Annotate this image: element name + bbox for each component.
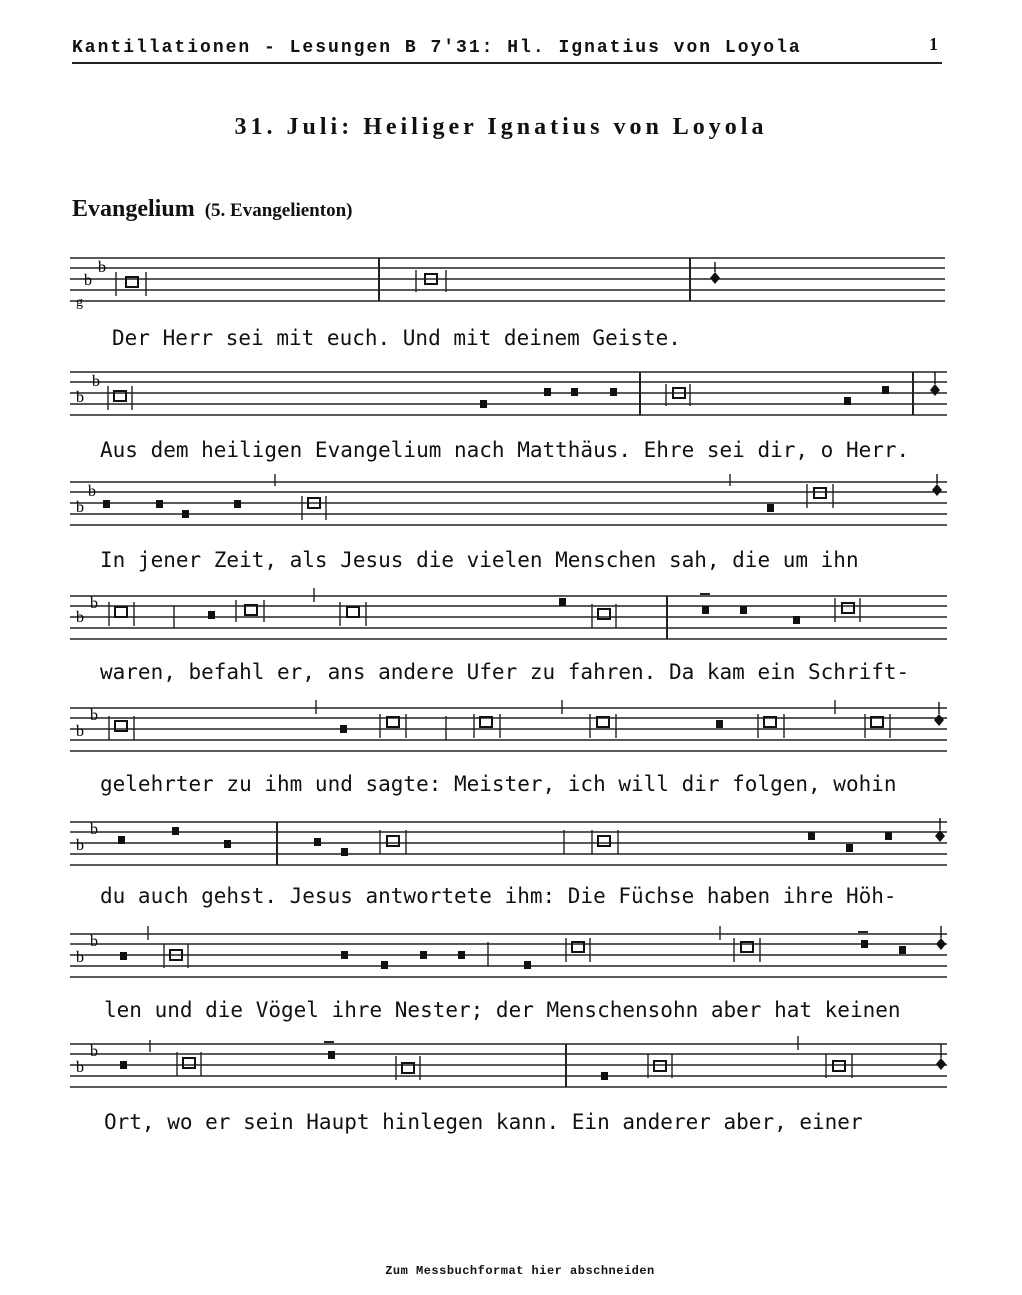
lyric-line-3: In jener Zeit, als Jesus die vielen Menschen sah, die um ihn bbox=[100, 548, 859, 572]
music-staff-1 bbox=[70, 250, 950, 320]
note-punctum bbox=[340, 725, 347, 733]
note-punctum bbox=[172, 827, 179, 835]
flat-sign: b bbox=[88, 483, 96, 500]
note-final bbox=[932, 484, 942, 496]
note-punctum bbox=[341, 951, 348, 959]
note-punctum bbox=[224, 840, 231, 848]
note-punctum bbox=[716, 720, 723, 728]
note-breve bbox=[814, 488, 826, 498]
section-title: Evangelium bbox=[72, 196, 195, 222]
page-title: 31. Juli: Heiliger Ignatius von Loyola bbox=[234, 114, 768, 140]
page-number: 1 bbox=[929, 34, 938, 54]
note-punctum bbox=[328, 1051, 335, 1059]
flat-sign: b bbox=[90, 933, 98, 950]
note-punctum bbox=[740, 606, 747, 614]
lyric-line-2: Aus dem heiligen Evangelium nach Matthäus. Ehre sei dir, o Herr. bbox=[100, 438, 910, 462]
note-punctum bbox=[610, 388, 617, 396]
note-punctum bbox=[120, 952, 127, 960]
note-breve bbox=[347, 607, 359, 617]
note-final bbox=[930, 384, 940, 396]
note-punctum bbox=[844, 397, 851, 405]
music-staff-6 bbox=[70, 814, 950, 884]
note-punctum bbox=[120, 1061, 127, 1069]
note-punctum bbox=[420, 951, 427, 959]
flat-sign: b bbox=[90, 707, 98, 724]
flat-sign: b bbox=[92, 373, 100, 390]
staff-4-notation bbox=[70, 588, 950, 658]
staff-3-notation bbox=[70, 474, 950, 544]
staff-8-notation bbox=[70, 1036, 950, 1106]
note-punctum bbox=[544, 388, 551, 396]
flat-sign: b bbox=[76, 1059, 84, 1076]
note-breve bbox=[833, 1061, 845, 1071]
lyric-line-6: du auch gehst. Jesus antwortete ihm: Die Füchse haben ihre Höh- bbox=[100, 884, 897, 908]
staff-2-notation bbox=[70, 364, 950, 434]
lyric-line-5: gelehrter zu ihm und sagte: Meister, ich will dir folgen, wohin bbox=[100, 772, 897, 796]
lyric-line-1: Der Herr sei mit euch. Und mit deinem Geiste. bbox=[112, 326, 681, 350]
note-punctum bbox=[885, 832, 892, 840]
flat-sign: b bbox=[90, 821, 98, 838]
note-breve bbox=[654, 1061, 666, 1071]
flat-sign: b bbox=[84, 272, 92, 289]
lyric-line-4: waren, befahl er, ans andere Ufer zu fahren. Da kam ein Schrift- bbox=[100, 660, 910, 684]
flat-sign: b bbox=[76, 499, 84, 516]
note-breve bbox=[387, 836, 399, 846]
flat-sign: b bbox=[76, 949, 84, 966]
note-punctum bbox=[882, 386, 889, 394]
music-staff-4 bbox=[70, 588, 950, 658]
lyric-line-8: Ort, wo er sein Haupt hinlegen kann. Ein anderer aber, einer bbox=[104, 1110, 863, 1134]
note-punctum bbox=[767, 504, 774, 512]
note-punctum bbox=[559, 598, 566, 606]
note-final bbox=[934, 714, 944, 726]
running-header bbox=[72, 34, 942, 64]
note-breve bbox=[183, 1058, 195, 1068]
note-punctum bbox=[314, 838, 321, 846]
note-punctum bbox=[458, 951, 465, 959]
note-punctum bbox=[793, 616, 800, 624]
note-final bbox=[710, 272, 720, 284]
note-punctum bbox=[381, 961, 388, 969]
flat-sign: b bbox=[76, 389, 84, 406]
note-breve bbox=[842, 603, 854, 613]
note-punctum bbox=[341, 848, 348, 856]
note-punctum bbox=[846, 844, 853, 852]
staff-7-notation bbox=[70, 926, 950, 996]
note-punctum bbox=[524, 961, 531, 969]
flat-sign: b bbox=[90, 1043, 98, 1060]
note-breve bbox=[115, 607, 127, 617]
flat-sign: b bbox=[76, 609, 84, 626]
music-staff-3 bbox=[70, 474, 950, 544]
note-final bbox=[936, 938, 946, 950]
note-punctum bbox=[156, 500, 163, 508]
header-title: Kantillationen - Lesungen B 7'31: Hl. Ignatius von Loyola bbox=[72, 38, 802, 58]
note-punctum bbox=[208, 611, 215, 619]
note-punctum bbox=[118, 836, 125, 844]
music-staff-5 bbox=[70, 700, 950, 770]
note-punctum bbox=[899, 946, 906, 954]
flat-sign: b bbox=[98, 259, 106, 276]
music-staff-2 bbox=[70, 364, 950, 434]
lyric-line-7: len und die Vögel ihre Nester; der Menschensohn aber hat keinen bbox=[104, 998, 901, 1022]
note-breve bbox=[598, 836, 610, 846]
note-punctum bbox=[182, 510, 189, 518]
footer-note: Zum Messbuchformat hier abschneiden bbox=[385, 1264, 655, 1278]
music-staff-8 bbox=[70, 1036, 950, 1106]
note-punctum bbox=[601, 1072, 608, 1080]
note-final bbox=[936, 1058, 946, 1070]
flat-sign: b bbox=[90, 595, 98, 612]
note-punctum bbox=[103, 500, 110, 508]
flat-sign: b bbox=[76, 723, 84, 740]
note-punctum bbox=[571, 388, 578, 396]
g-clef: g bbox=[76, 295, 83, 310]
staff-6-notation bbox=[70, 814, 950, 884]
flat-sign: b bbox=[76, 837, 84, 854]
note-punctum bbox=[480, 400, 487, 408]
staff-5-notation bbox=[70, 700, 950, 770]
music-staff-7 bbox=[70, 926, 950, 996]
note-punctum bbox=[861, 940, 868, 948]
section-subtitle: (5. Evangelienton) bbox=[204, 200, 353, 221]
note-punctum bbox=[808, 832, 815, 840]
note-punctum bbox=[234, 500, 241, 508]
note-punctum bbox=[702, 606, 709, 614]
section-heading bbox=[72, 196, 352, 223]
staff-1-notation bbox=[70, 250, 950, 320]
